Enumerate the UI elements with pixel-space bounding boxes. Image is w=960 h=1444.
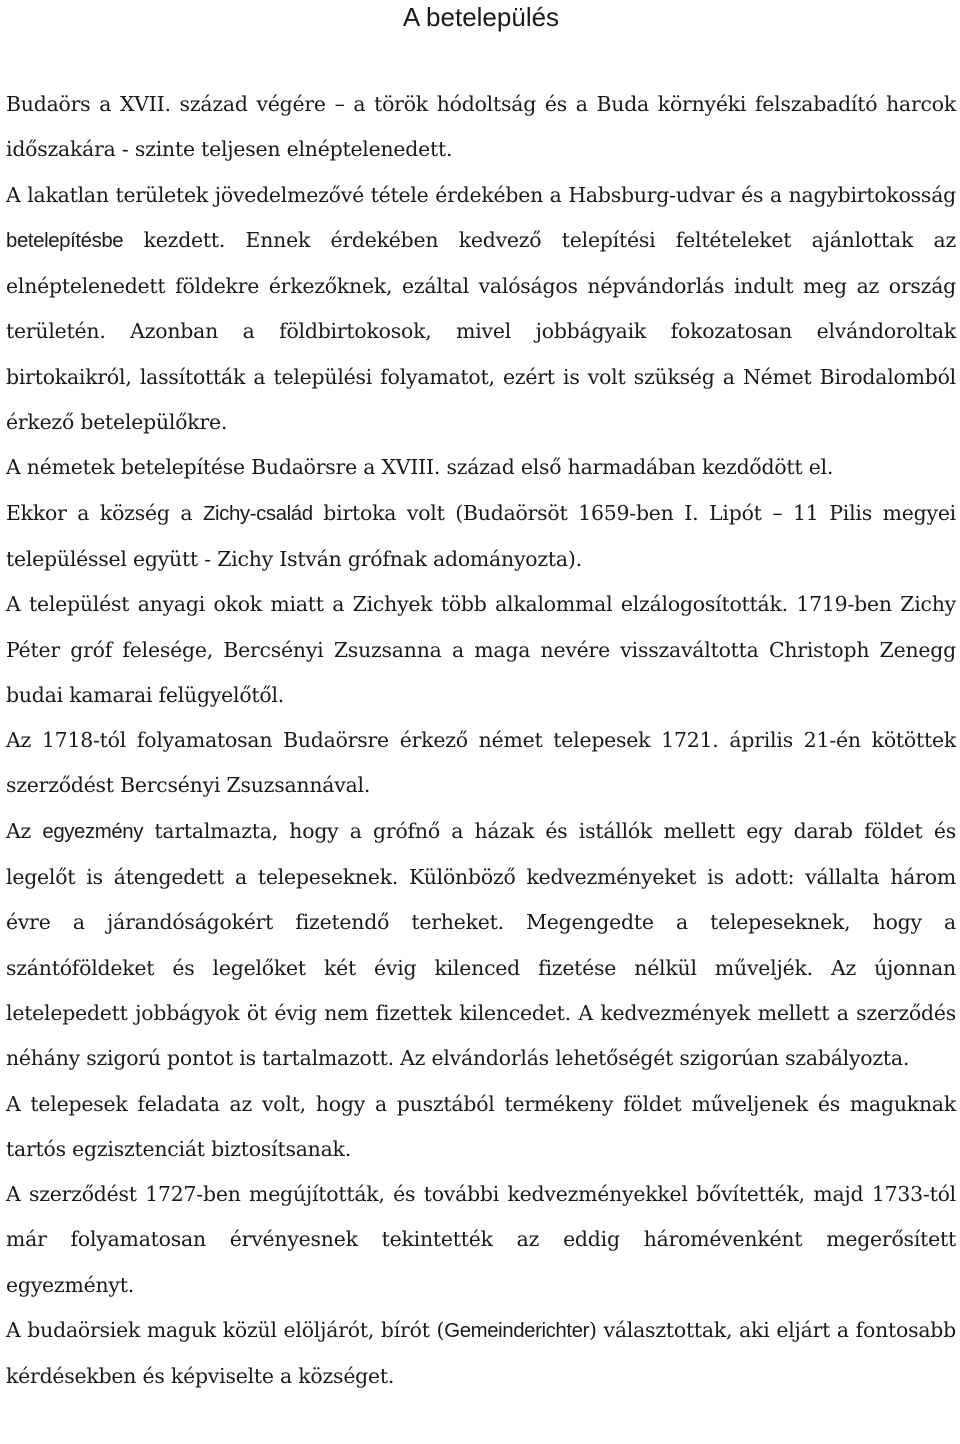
paragraph-2 [6,173,956,446]
paragraph-5 [6,582,956,718]
paragraph-10 [6,1308,956,1400]
paragraph-7 [6,809,956,1082]
keyword-betelepites: betelepítésbe [6,229,124,252]
paragraph-text: kezdett. Ennek érdekében kedvező telepítési feltételeket ajánlottak az elnéptelenedett földekre érkezőknek, ezáltal valóságos népvándorlás indult meg az ország területén. Azonban a földbirtokosok, mivel jobbágyaik fokozatosan elvándoroltak birtokaikról, lassították a települési folyamatot, ezért is volt szükség a Német Birodalomból érkező betelepülőkre. [6,227,956,435]
paragraph-3 [6,445,956,490]
paragraph-text: Az 1718-tól folyamatosan Budaörsre érkező német telepesek 1721. április 21-én kötöttek szerződést Bercsényi Zsuzsannával. [6,728,956,798]
paragraph-text: A szerződést 1727-ben megújították, és további kedvezményekkel bővítették, majd 1733-tól már folyamatosan érvényesnek tekintették az eddig háromévenként megerősített egyezményt. [6,1182,956,1297]
keyword-gemeinderichter: Gemeinderichter [444,1320,589,1343]
paragraph-text: A budaörsiek maguk közül elöljárót, bírót ( [6,1318,445,1343]
paragraph-text: tartalmazta, hogy a grófnő a házak és istállók mellett egy darab földet és legelőt is átengedett a telepeseknek. Különböző kedvezményeket is adott: vállalta három évre a járandóságokért fizetendő terheket. Megengedte a telepeseknek, hogy a szántóföldeket és legelőket két évig kilenced fizetése nélkül műveljék. Az újonnan letelepedett jobbágyok öt évig nem fizettek kilencedet. A kedvezmények mellett a szerződés néhány szigorú pontot is tartalmazott. Az elvándorlás lehetőségét szigorúan szabályozta. [6,818,956,1071]
keyword-zichy-csalad: Zichy-család [202,502,313,525]
paragraph-text: A németek betelepítése Budaörsre a XVIII. század első harmadában kezdődött el. [6,455,834,480]
paragraph-text: birtoka volt (Budaörsöt 1659-ben I. Lipót – 11 Pilis megyei településsel együtt - Zichy István grófnak adományozta). [6,500,957,571]
paragraph-text: A lakatlan területek jövedelmezővé tétele érdekében a Habsburg-udvar és a nagybirtokosság [6,182,956,207]
paragraph-text: A települést anyagi okok miatt a Zichyek több alkalommal elzálogosították. 1719-ben Zichy Péter gróf felesége, Bercsényi Zsuzsanna a maga nevére visszaváltotta Christoph Zenegg budai kamarai felügyelőtől. [6,592,956,707]
paragraph-9 [6,1172,956,1308]
paragraph-text: Ekkor a község a [6,500,203,525]
paragraph-text: ) választottak, aki eljárt a fontosabb kérdésekben és képviselte a községet. [6,1318,957,1389]
paragraph-text: Budaörs a XVII. század végére – a török hódoltság és a Buda környéki felszabadító harcok időszakára - szinte teljesen elnéptelenedett. [6,92,956,162]
paragraph-1 [6,82,956,173]
document-body [6,82,956,1400]
page-title: A betelepülés [402,2,560,32]
paragraph-8 [6,1082,956,1173]
paragraph-4 [6,491,956,583]
paragraph-text: Az [6,818,43,843]
paragraph-6 [6,718,956,809]
keyword-egyezmeny: egyezmény [42,820,144,843]
paragraph-text: A telepesek feladata az volt, hogy a pusztából termékeny földet műveljenek és maguknak tartós egzisztenciát biztosítsanak. [6,1091,956,1161]
